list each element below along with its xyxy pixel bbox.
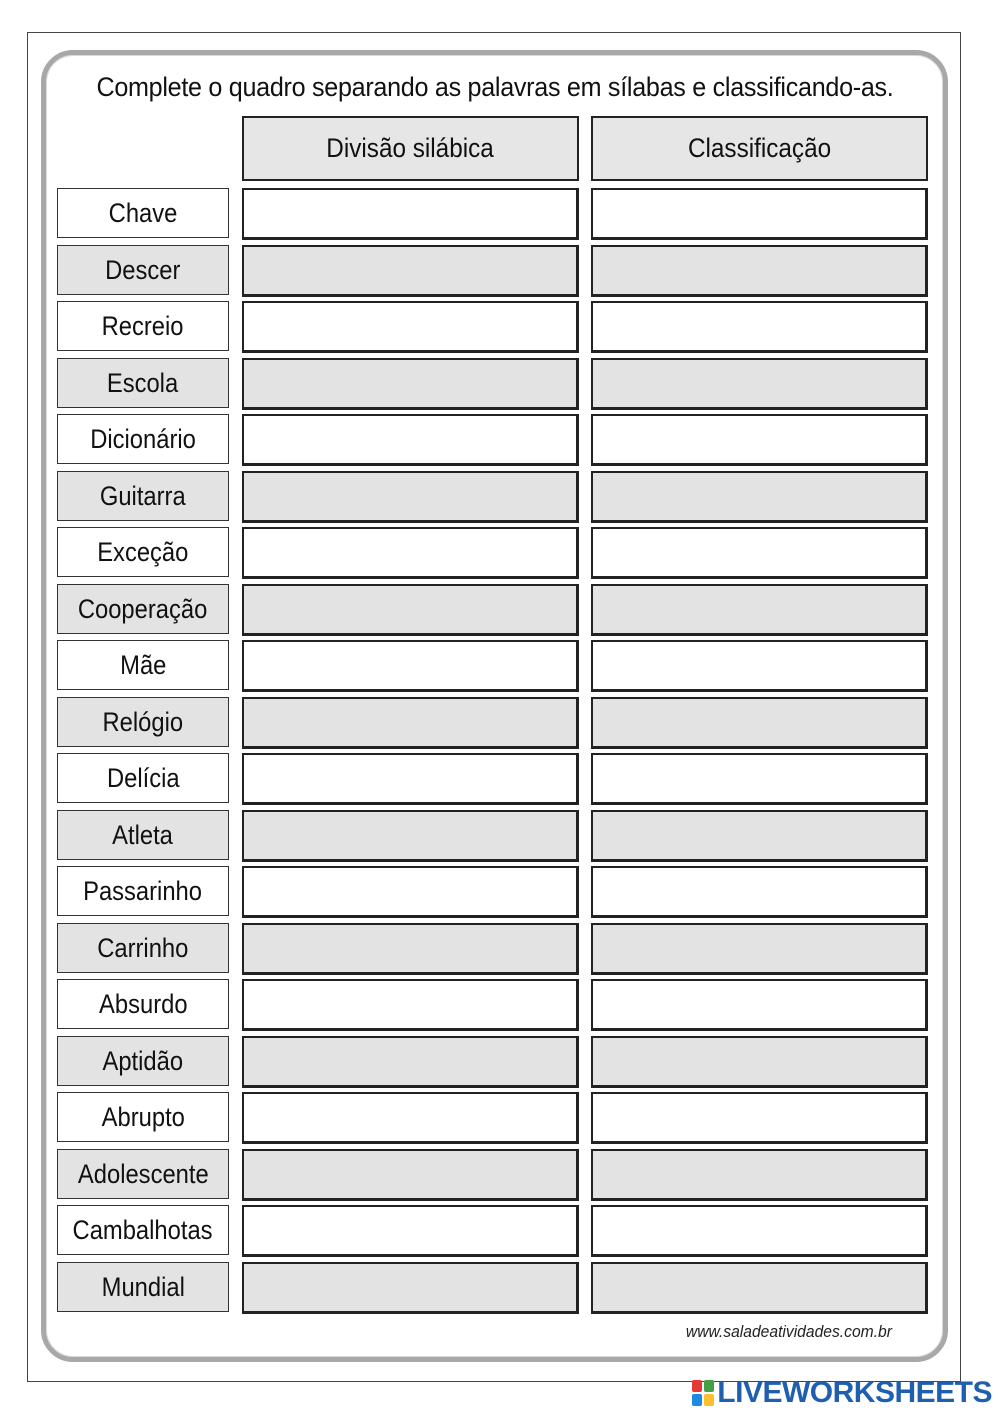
classification-answer-field[interactable] [591,979,928,1031]
table-row [0,810,1000,862]
classification-answer-field[interactable] [591,1036,928,1088]
syllable-division-answer-field[interactable] [242,1092,579,1144]
word-label: Exceção [97,536,189,567]
table-row [0,1036,1000,1088]
syllable-division-answer-field[interactable] [242,301,579,353]
table-row [0,1092,1000,1144]
word-cell [57,640,229,690]
syllable-division-answer-field[interactable] [242,697,579,749]
table-row [0,979,1000,1031]
syllable-division-answer-field[interactable] [242,358,579,410]
table-row [0,753,1000,805]
classification-answer-field[interactable] [591,810,928,862]
table-row [0,527,1000,579]
word-label: Cooperação [78,593,208,624]
word-cell [57,697,229,747]
word-cell [57,414,229,464]
word-cell [57,471,229,521]
classification-answer-field[interactable] [591,1262,928,1314]
worksheet-instructions: Complete o quadro separando as palavras em sílabas e classificando-as. [96,72,894,102]
header-divisao-silabica [242,116,579,181]
syllable-division-answer-field[interactable] [242,923,579,975]
table-row [0,697,1000,749]
word-label: Aptidão [102,1045,184,1076]
table-row [0,358,1000,410]
word-cell [57,753,229,803]
classification-answer-field[interactable] [591,1149,928,1201]
word-cell [57,301,229,351]
word-label: Absurdo [98,988,188,1019]
classification-answer-field[interactable] [591,301,928,353]
table-row [0,414,1000,466]
word-label: Recreio [102,310,184,341]
word-label: Guitarra [100,480,186,511]
word-cell [57,923,229,973]
word-label: Atleta [112,819,174,850]
table-row [0,640,1000,692]
word-label: Cambalhotas [72,1214,214,1245]
table-row [0,301,1000,353]
syllable-division-answer-field[interactable] [242,753,579,805]
classification-answer-field[interactable] [591,640,928,692]
word-cell [57,1205,229,1255]
word-cell [57,866,229,916]
footer-url: www.saladeatividades.com.br [685,1322,892,1341]
table-row [0,188,1000,240]
word-label: Descer [105,254,181,285]
word-cell [57,245,229,295]
syllable-division-answer-field[interactable] [242,245,579,297]
syllable-division-answer-field[interactable] [242,1205,579,1257]
syllable-division-answer-field[interactable] [242,979,579,1031]
word-cell [57,810,229,860]
word-cell [57,1262,229,1312]
word-cell [57,358,229,408]
word-cell [57,979,229,1029]
table-row [0,923,1000,975]
classification-answer-field[interactable] [591,358,928,410]
header-classificacao [591,116,928,181]
table-row [0,1262,1000,1314]
syllable-division-answer-field[interactable] [242,810,579,862]
liveworksheets-brand-text: LIVEWORKSHEETS [717,1376,992,1409]
syllable-division-answer-field[interactable] [242,640,579,692]
word-cell [57,527,229,577]
liveworksheets-grid-icon [692,1380,714,1406]
classification-answer-field[interactable] [591,527,928,579]
classification-answer-field[interactable] [591,753,928,805]
classification-answer-field[interactable] [591,245,928,297]
word-label: Mundial [101,1271,185,1302]
word-cell [57,1149,229,1199]
liveworksheets-logo [692,1376,992,1410]
word-label: Passarinho [83,875,203,906]
header-divisao-label: Divisão silábica [326,133,495,163]
classification-answer-field[interactable] [591,1092,928,1144]
syllable-division-answer-field[interactable] [242,527,579,579]
table-row [0,584,1000,636]
classification-answer-field[interactable] [591,584,928,636]
syllable-division-answer-field[interactable] [242,414,579,466]
classification-answer-field[interactable] [591,1205,928,1257]
word-label: Abrupto [101,1101,185,1132]
table-row [0,471,1000,523]
table-row [0,245,1000,297]
classification-answer-field[interactable] [591,697,928,749]
syllable-division-answer-field[interactable] [242,471,579,523]
word-cell [57,188,229,238]
syllable-division-answer-field[interactable] [242,866,579,918]
word-label: Mãe [119,649,167,680]
word-label: Dicionário [90,423,196,454]
word-label: Adolescente [77,1158,209,1189]
table-row [0,866,1000,918]
classification-answer-field[interactable] [591,471,928,523]
table-row [0,1149,1000,1201]
classification-answer-field[interactable] [591,923,928,975]
word-cell [57,1092,229,1142]
word-label: Delícia [106,762,180,793]
syllable-division-answer-field[interactable] [242,188,579,240]
word-label: Carrinho [97,932,189,963]
classification-answer-field[interactable] [591,414,928,466]
syllable-division-answer-field[interactable] [242,1149,579,1201]
syllable-division-answer-field[interactable] [242,1262,579,1314]
header-classificacao-label: Classificação [687,133,832,163]
word-label: Chave [108,197,178,228]
classification-answer-field[interactable] [591,866,928,918]
syllable-division-answer-field[interactable] [242,584,579,636]
word-cell [57,584,229,634]
word-label: Relógio [102,706,184,737]
table-row [0,1205,1000,1257]
word-label: Escola [107,367,179,398]
classification-answer-field[interactable] [591,188,928,240]
word-cell [57,1036,229,1086]
syllable-division-answer-field[interactable] [242,1036,579,1088]
